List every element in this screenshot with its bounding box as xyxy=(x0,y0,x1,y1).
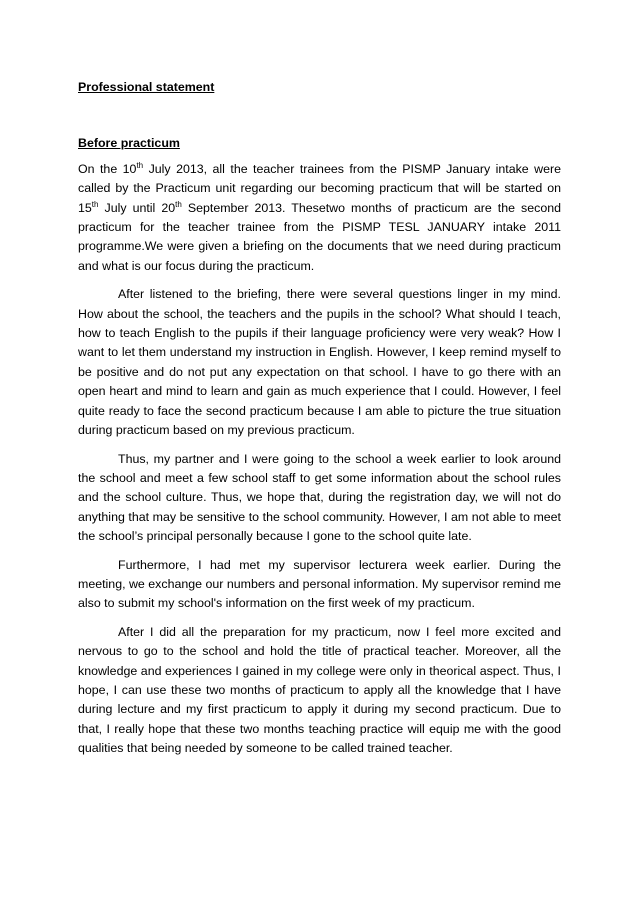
paragraph-1-text-a: On the 10 xyxy=(78,161,137,176)
paragraph-1 xyxy=(78,160,561,276)
paragraph-5: After I did all the preparation for my practicum, now I feel more excited and nervous to go to the school and hold the title of practical teacher. Moreover, all the knowledge and experiences I gained in my college were only in theorical aspect. Thus, I hope, I can use these two months of practicum to apply all the knowledge that I have during lecture and my first practicum to apply it during my second practicum. Due to that, I really hope that these two months teaching practice will equip me with the good qualities that being needed by someone to be called trained teacher. xyxy=(78,624,561,756)
paragraph-4: Furthermore, I had met my supervisor lecturera week earlier. During the meeting, we exchange our numbers and personal information. My supervisor remind me also to submit my school's information on the first week of my practicum. xyxy=(78,557,561,611)
ordinal-suffix: th xyxy=(136,160,144,170)
paragraph-2: After listened to the briefing, there were several questions linger in my mind. How about the school, the teachers and the pupils in the school? What should I teach, how to teach English to the pupils if their language proficiency were very weak? How I want to let them understand my instruction in English. However, I keep remind myself to be positive and do not put any expectation on that school. I have to go there with an open heart and mind to learn and gain as much experience that I could. However, I feel quite ready to face the second practicum because I am able to picture the true situation during practicum based on my previous practicum. xyxy=(78,287,561,438)
document-page xyxy=(78,60,561,768)
ordinal-suffix: th xyxy=(91,199,99,209)
paragraph-1-text-b: July 2013, all the teacher trainees from the PISMP January intake were called by the Practicum unit regarding our becoming practicum that will be started on 15 xyxy=(78,161,561,215)
paragraph-3: Thus, my partner and I were going to the school a week earlier to look around the school and meet a few school staff to get some information about the school rules and the school culture. Thus, we hope that, during the registration day, we will not do anything that may be sensitive to the school community. However, I am not able to meet the school’s principal personally because I gone to the school quite late. xyxy=(78,451,561,544)
paragraph-1-text-c: July until 20 xyxy=(98,200,176,215)
ordinal-suffix: th xyxy=(175,199,182,209)
paragraph-1-text-d: September 2013. Thesetwo months of practicum are the second practicum for the teacher trainee from the PISMP TESL JANUARY intake 2011 programme.We were given a briefing on the documents that we need during practicum and what is our focus during the practicum. xyxy=(78,200,561,273)
section-heading: Before practicum xyxy=(78,136,180,151)
document-title: Professional statement xyxy=(78,80,215,94)
